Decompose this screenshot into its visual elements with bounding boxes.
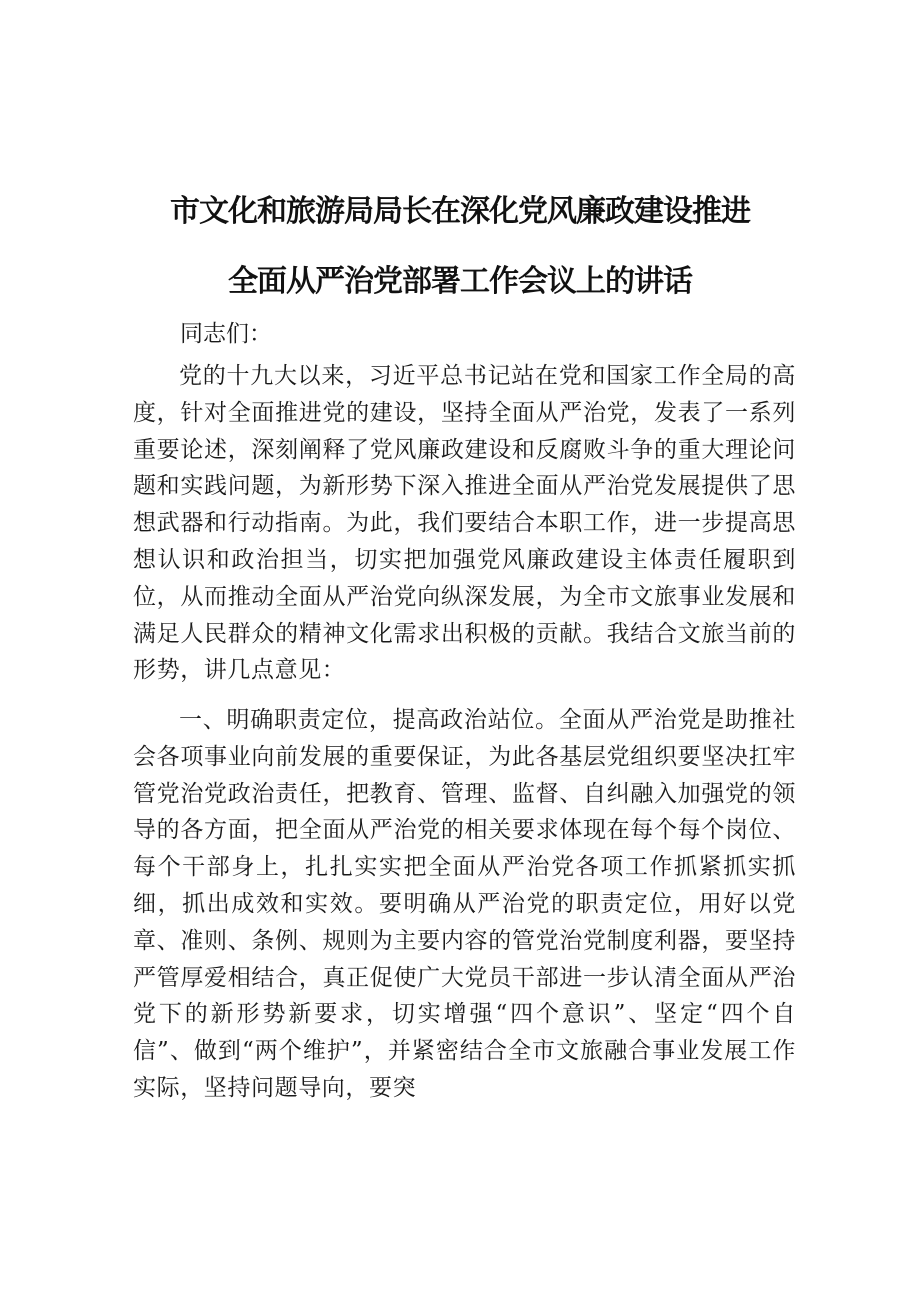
- document-title-line-1: 市文化和旅游局局长在深化党风廉政建设推进: [170, 194, 750, 229]
- paragraph-1: 党的十九大以来，习近平总书记站在党和国家工作全局的高度，针对全面推进党的建设，坚持全面从严治党，发表了一系列重要论述，深刻阐释了党风廉政建设和反腐败斗争的重大理论问题和实践问题，为新形势下深入推进全面从严治党发展提供了思想武器和行动指南。为此，我们要结合本职工作，进一步提高思想认识和政治担当，切实把加强党风廉政建设主体责任履职到位，从而推动全面从严治党向纵深发展，为全市文旅事业发展和满足人民群众的精神文化需求出积极的贡献。我结合文旅当前的形势，讲几点意见：: [133, 363, 796, 684]
- paragraph-2: 一、明确职责定位，提高政治站位。全面从严治党是助推社会各项事业向前发展的重要保证，为此各基层党组织要坚决扛牢管党治党政治责任，把教育、管理、监督、自纠融入加强党的领导的各方面，把全面从严治党的相关要求体现在每个每个岗位、每个干部身上，扎扎实实把全面从严治党各项工作抓紧抓实抓细，抓出成效和实效。要明确从严治党的职责定位，用好以党章、准则、条例、规则为主要内容的管党治党制度利器，要坚持严管厚爱相结合，真正促使广大党员干部进一步认清全面从严治党下的新形势新要求，切实增强“四个意识”、坚定“四个自信”、做到“两个维护”，并紧密结合全市文旅融合事业发展工作实际，坚持问题导向，要突: [133, 707, 796, 1101]
- document-title-line-2: 全面从严治党部署工作会议上的讲话: [228, 264, 692, 299]
- greeting: 同志们：: [180, 321, 272, 347]
